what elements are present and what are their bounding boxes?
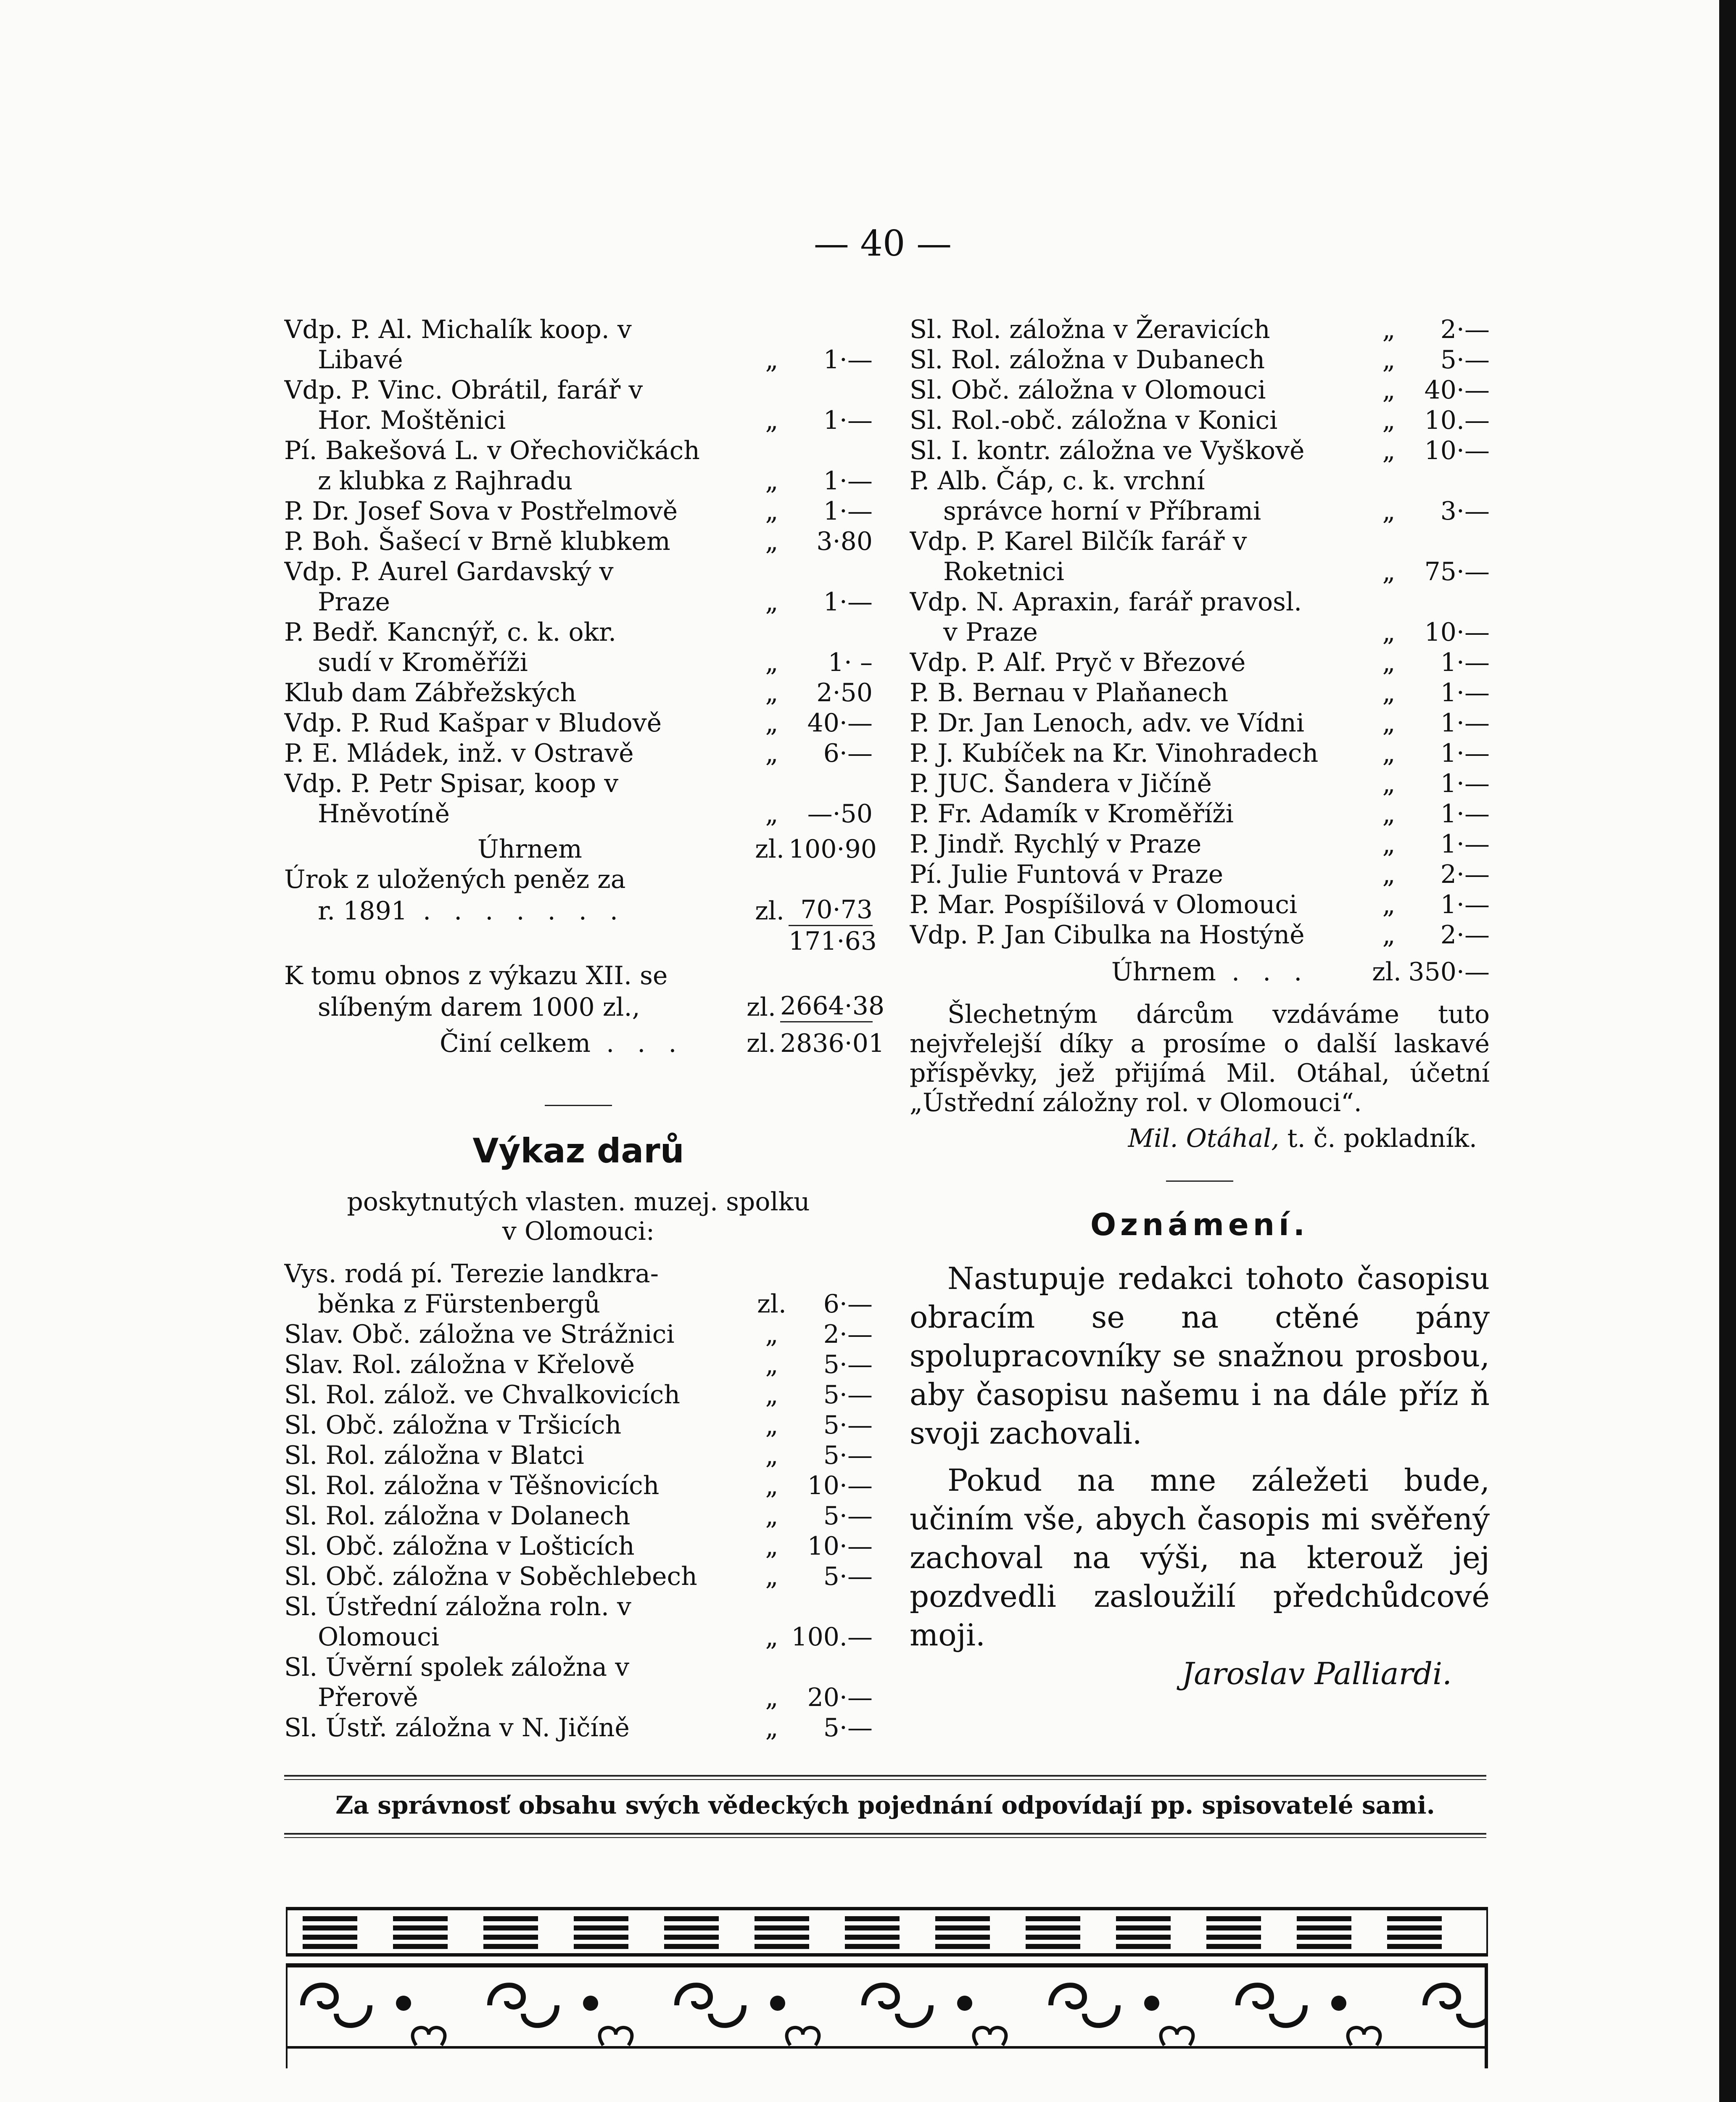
currency: zl.	[1372, 957, 1401, 987]
donor-name: v Praze	[943, 618, 1038, 647]
gifts-subheading-1: poskytnutých vlasten. muzej. spolku	[347, 1187, 810, 1217]
ditto-mark: „	[1382, 618, 1396, 647]
ornament-block	[664, 1916, 719, 1949]
ditto-mark: „	[765, 587, 778, 617]
carry-amount: 2664·38	[780, 991, 873, 1022]
ornament-block	[1026, 1916, 1080, 1949]
donor-name: P. JUC. Šandera v Jičíně	[910, 769, 1212, 798]
total-label: Činí celkem . . .	[440, 1029, 684, 1058]
donation-amount: 1·—	[823, 406, 873, 435]
ditto-mark: „	[765, 1683, 778, 1712]
donor-name: Slav. Obč. záložna ve Strážnici	[284, 1320, 675, 1349]
donation-amount: 1·—	[823, 496, 873, 526]
total-amount: 2836·01	[780, 1029, 885, 1058]
footnote-rule-bottom-2	[284, 1837, 1486, 1838]
donor-row	[284, 405, 873, 436]
donor-name: P. Jindř. Rychlý v Praze	[910, 829, 1202, 859]
donor-row	[910, 799, 1490, 829]
donor-row	[284, 314, 873, 345]
donor-name: Libavé	[318, 345, 403, 375]
donor-name: Vdp. P. Aurel Gardavský v	[284, 557, 614, 586]
donation-amount: —·50	[807, 799, 873, 829]
ornament-block	[1387, 1916, 1442, 1949]
gifts-subheading-2: v Olomouci:	[502, 1217, 655, 1246]
ditto-mark: „	[765, 496, 778, 526]
donor-name: Sl. Rol. záložna v Dubanech	[910, 345, 1265, 375]
ditto-mark: „	[1382, 890, 1396, 919]
ornament-scroll	[490, 1985, 632, 2045]
ditto-mark: „	[1382, 920, 1396, 950]
section-divider	[545, 1105, 612, 1106]
signature-palliardi: Jaroslav Palliardi.	[1182, 1656, 1452, 1691]
ornament-block	[845, 1916, 900, 1949]
donor-name: P. E. Mládek, inž. v Ostravě	[284, 739, 634, 768]
donation-amount: 1·—	[1440, 648, 1490, 677]
ornament-block	[935, 1916, 990, 1949]
gift-row	[284, 1289, 873, 1319]
donor-name: Vdp. N. Apraxin, farář pravosl.	[910, 587, 1302, 617]
currency: zl.	[755, 834, 784, 864]
ornament-block	[574, 1916, 628, 1949]
signature-otahal	[910, 1122, 1490, 1155]
donor-name: správce horní v Příbrami	[943, 496, 1261, 526]
donation-amount: 1·—	[1440, 739, 1490, 768]
gift-row	[284, 1440, 873, 1471]
carry-label: K tomu obnos z výkazu XII. se	[284, 961, 668, 990]
ditto-mark: „	[765, 1441, 778, 1470]
donation-amount: 1·—	[823, 587, 873, 617]
donation-amount: 5·—	[823, 1562, 873, 1591]
ornament-block	[755, 1916, 809, 1949]
donation-amount: 2·—	[1440, 860, 1490, 889]
donor-row	[910, 829, 1490, 859]
donation-amount: 1·—	[1440, 890, 1490, 919]
interest-line-2	[284, 895, 873, 926]
ornament-band	[286, 1909, 1488, 2068]
donation-amount: 3·80	[816, 527, 873, 556]
donation-amount: 10·—	[1424, 618, 1490, 647]
ditto-mark: „	[1382, 345, 1396, 375]
donor-name: Vdp. P. Alf. Pryč v Březové	[910, 648, 1246, 677]
donor-row	[284, 526, 873, 557]
donor-name: Klub dam Zábřežských	[284, 678, 577, 708]
donor-name: Vdp. P. Jan Cibulka na Hostýně	[910, 920, 1305, 950]
donor-name: Sl. Rol.-obč. záložna v Konici	[910, 406, 1278, 435]
gift-row	[284, 1501, 873, 1531]
gift-row	[284, 1319, 873, 1349]
donation-amount: 1· –	[828, 648, 873, 677]
donor-row	[284, 587, 873, 617]
ornament-block	[1116, 1916, 1171, 1949]
carry-label-2: slíbeným darem 1000 zl.,	[318, 993, 640, 1022]
donation-amount: 5·—	[823, 1713, 873, 1743]
donor-name: Praze	[318, 587, 390, 617]
footnote-rule-top-2	[284, 1779, 1486, 1780]
carry-line-2	[284, 991, 885, 1022]
ornament-scroll	[1425, 1985, 1488, 2045]
ditto-mark: „	[1382, 436, 1396, 465]
ornament-block	[1297, 1916, 1351, 1949]
ditto-mark: „	[1382, 708, 1396, 738]
decorative-border	[286, 1896, 1488, 2068]
donation-amount: 5·—	[823, 1441, 873, 1470]
ditto-mark: „	[1382, 860, 1396, 889]
donation-amount: 2·50	[816, 678, 873, 708]
ditto-mark: „	[765, 708, 778, 738]
donor-name: P. Mar. Pospíšilová v Olomouci	[910, 890, 1298, 919]
notice-heading: Oznámení.	[1090, 1207, 1309, 1242]
subtotal: 171·63	[789, 927, 877, 956]
donor-row	[910, 738, 1490, 768]
donor-list-right	[910, 314, 1490, 950]
footnote-rule-top	[284, 1775, 1486, 1777]
ditto-mark: „	[1382, 496, 1396, 526]
donor-row	[910, 859, 1490, 890]
donation-amount: 5·—	[823, 1380, 873, 1410]
gift-row	[284, 1682, 873, 1713]
donor-row	[910, 708, 1490, 738]
donor-name: Slav. Rol. záložna v Křelově	[284, 1350, 635, 1379]
ornament-scroll	[1051, 1985, 1193, 2045]
donor-name: Vys. rodá pí. Terezie landkra-	[284, 1259, 659, 1289]
donor-name: P. Bedř. Kancnýř, c. k. okr.	[284, 618, 617, 647]
gifts-heading: Výkaz darů	[472, 1131, 684, 1170]
donor-name: Pí. Bakešová L. v Ořechovičkách	[284, 436, 700, 465]
ornament-scroll	[1238, 1985, 1380, 2045]
donor-row	[910, 345, 1490, 375]
ditto-mark: „	[765, 739, 778, 768]
ditto-mark: „	[765, 1320, 778, 1349]
ornament-scroll	[677, 1985, 819, 2045]
donor-row	[284, 436, 873, 466]
gift-row	[284, 1713, 873, 1743]
donor-name: Vdp. P. Al. Michalík koop. v	[284, 315, 632, 344]
donation-amount: 10·—	[807, 1532, 873, 1561]
gift-row	[284, 1652, 873, 1682]
signature-name: Mil. Otáhal,	[1128, 1124, 1280, 1153]
subtotal-row	[284, 926, 877, 956]
donor-row	[910, 647, 1490, 678]
ditto-mark: „	[765, 1532, 778, 1561]
ditto-mark: „	[765, 466, 778, 496]
gift-row	[284, 1471, 873, 1501]
donor-name: Sl. Obč. záložna v Tršicích	[284, 1410, 622, 1440]
donor-row	[910, 678, 1490, 708]
donor-name: P. B. Bernau v Plaňanech	[910, 678, 1229, 708]
donor-name: Sl. Rol. záložna v Dolanech	[284, 1501, 631, 1531]
currency: zl.	[755, 896, 784, 926]
ditto-mark: „	[1382, 315, 1396, 344]
donation-amount: 1·—	[1440, 678, 1490, 708]
donor-name: Vdp. P. Vinc. Obrátil, farář v	[284, 375, 643, 405]
ditto-mark: „	[765, 1501, 778, 1531]
donation-amount: 1·—	[823, 466, 873, 496]
donor-row	[284, 617, 873, 647]
donor-row	[284, 557, 873, 587]
gift-row	[284, 1349, 873, 1380]
donor-name: P. Fr. Adamík v Kroměříži	[910, 799, 1234, 829]
donor-row	[284, 496, 873, 526]
donor-row	[910, 587, 1490, 617]
donor-name: Sl. I. kontr. záložna ve Vyškově	[910, 436, 1305, 465]
donation-amount: 3·—	[1440, 496, 1490, 526]
gift-row	[284, 1380, 873, 1410]
donation-amount: 10.—	[1424, 406, 1490, 435]
donor-name: Pí. Julie Funtová v Praze	[910, 860, 1224, 889]
donor-row	[910, 557, 1490, 587]
donor-row	[910, 920, 1490, 950]
donation-amount: 100.—	[791, 1622, 873, 1652]
footnote-rule-bottom	[284, 1833, 1486, 1835]
donation-amount: 40·—	[807, 708, 873, 738]
donor-name: Sl. Ústřední záložna roln. v	[284, 1592, 631, 1621]
donor-row	[910, 768, 1490, 799]
interest-amount: 70·73	[789, 895, 873, 926]
donor-name: P. Boh. Šašecí v Brně klubkem	[284, 527, 670, 556]
donor-row	[284, 738, 873, 768]
right-sum-row	[910, 957, 1490, 987]
donor-name: Sl. Ústř. záložna v N. Jičíně	[284, 1713, 630, 1743]
donation-amount: 2·—	[1440, 315, 1490, 344]
section-divider	[1166, 1180, 1233, 1182]
donor-row	[284, 345, 873, 375]
donor-name: Roketnici	[943, 557, 1064, 586]
donor-name: Hněvotíně	[318, 799, 450, 829]
left-sum-row	[284, 834, 877, 864]
ditto-mark: „	[1382, 557, 1396, 586]
donor-name: z klubka z Rajhradu	[318, 466, 573, 496]
gift-row	[284, 1622, 873, 1652]
donor-row	[910, 375, 1490, 405]
left-column	[284, 314, 885, 1743]
donation-amount: 1·—	[823, 345, 873, 375]
notice-paragraph-1: Nastupuje redakci tohoto časopisu obracím se na ctěné pány spolupracovníky se snažnou prosbou, aby časopisu našemu i na dále příz ň svoji zachovali.	[910, 1261, 1490, 1451]
notice-paragraph-2: Pokud na mne záležeti bude, učiním vše, abych časopis mi svěřený zachoval na výši, na kterouž jej pozdvedli zasloužilí předchůdcové moji.	[910, 1463, 1490, 1653]
ornament-block	[1206, 1916, 1261, 1949]
donation-amount: 10·—	[1424, 436, 1490, 465]
donor-name: Vdp. P. Karel Bilčík farář v	[910, 527, 1247, 556]
ornament-block	[483, 1916, 538, 1949]
currency: zl.	[747, 993, 776, 1022]
donation-amount: 10·—	[807, 1471, 873, 1500]
donation-amount: 2·—	[823, 1320, 873, 1349]
donor-name: P. J. Kubíček na Kr. Vinohradech	[910, 739, 1319, 768]
donor-name: Sl. Rol. zálož. ve Chvalkovicích	[284, 1380, 681, 1410]
ditto-mark: „	[1382, 799, 1396, 829]
donation-amount: 5·—	[823, 1350, 873, 1379]
ditto-mark: „	[1382, 648, 1396, 677]
donor-row	[910, 466, 1490, 496]
donor-list-left	[284, 314, 873, 829]
donor-name: Vdp. P. Petr Spisar, koop v	[284, 769, 619, 798]
ditto-mark: „	[765, 1471, 778, 1500]
ditto-mark: „	[1382, 769, 1396, 798]
donor-name: Přerově	[318, 1683, 418, 1712]
sum-label: Úhrnem	[478, 834, 582, 864]
donation-amount: 5·—	[823, 1501, 873, 1531]
donation-amount: 1·—	[1440, 708, 1490, 738]
donor-name: Hor. Moštěnici	[318, 406, 506, 435]
donor-row	[910, 496, 1490, 526]
donor-name: P. Dr. Josef Sova v Postřelmově	[284, 496, 678, 526]
donation-amount: 2·—	[1440, 920, 1490, 950]
footnote: Za správnosť obsahu svých vědeckých pojednání odpovídají pp. spisovatelé sami.	[335, 1791, 1435, 1819]
donor-row	[910, 526, 1490, 557]
donor-name: Sl. Rol. záložna v Těšnovicích	[284, 1471, 660, 1500]
donation-amount: 1·—	[1440, 769, 1490, 798]
donor-name: Sl. Obč. záložna v Olomouci	[910, 375, 1266, 405]
ditto-mark: „	[765, 648, 778, 677]
donation-amount: 75·—	[1424, 557, 1490, 586]
donation-amount: 5·—	[823, 1410, 873, 1440]
donation-amount: 40·—	[1424, 375, 1490, 405]
donation-amount: 1·—	[1440, 829, 1490, 859]
ditto-mark: „	[1382, 406, 1396, 435]
donation-amount: 1·—	[1440, 799, 1490, 829]
ditto-mark: „	[765, 1380, 778, 1410]
gift-row	[284, 1561, 873, 1592]
ditto-mark: „	[765, 1410, 778, 1440]
donor-row	[284, 678, 873, 708]
thanks-paragraph: Šlechetným dárcům vzdáváme tuto nejvřelejší díky a prosíme o další laskavé příspěvky, jež přijímá Mil. Otáhal, účetní „Ústřední záložny rol. v Olomouci“.	[910, 1000, 1490, 1117]
total-row	[284, 1028, 885, 1059]
donor-row	[284, 799, 873, 829]
interest-line-1	[284, 864, 873, 895]
donor-name: Vdp. P. Rud Kašpar v Bludově	[284, 708, 662, 738]
right-column	[910, 314, 1490, 1693]
donor-name: Sl. Rol. záložna v Žeravicích	[910, 315, 1270, 344]
gift-row	[284, 1259, 873, 1289]
donor-row	[284, 466, 873, 496]
ditto-mark: „	[1382, 678, 1396, 708]
ditto-mark: „	[765, 406, 778, 435]
donor-row	[284, 708, 873, 738]
ornament-scroll	[864, 1985, 1006, 2045]
donor-name: Olomouci	[318, 1622, 439, 1652]
donor-name: sudí v Kroměříži	[318, 648, 528, 677]
sum-amount: 350·—	[1408, 957, 1490, 987]
gift-row	[284, 1531, 873, 1561]
ditto-mark: „	[765, 1562, 778, 1591]
donor-name: P. Dr. Jan Lenoch, adv. ve Vídni	[910, 708, 1305, 738]
donation-amount: 6·—	[823, 1289, 873, 1319]
donor-name: P. Alb. Čáp, c. k. vrchní	[910, 466, 1205, 496]
donation-amount: 6·—	[823, 739, 873, 768]
donor-row	[910, 405, 1490, 436]
donation-amount: 5·—	[1440, 345, 1490, 375]
ditto-mark: „	[765, 678, 778, 708]
donor-row	[284, 647, 873, 678]
donor-row	[910, 436, 1490, 466]
gift-list	[284, 1259, 873, 1743]
interest-year: r. 1891 . . . . . . .	[318, 896, 625, 926]
donor-name: Sl. Obč. záložna v Soběchlebech	[284, 1562, 697, 1591]
ditto-mark: „	[765, 799, 778, 829]
donation-amount: 20·—	[807, 1683, 873, 1712]
scan-edge	[1719, 0, 1736, 2102]
donor-row	[910, 890, 1490, 920]
carry-line-1	[284, 961, 873, 991]
ditto-mark: „	[765, 1713, 778, 1743]
ditto-mark: „	[765, 345, 778, 375]
ditto-mark: „	[765, 1622, 778, 1652]
sum-amount: 100·90	[789, 834, 877, 864]
ornament-scroll	[303, 1985, 445, 2045]
currency: zl.	[747, 1029, 776, 1058]
page-number: — 40 —	[813, 223, 952, 264]
ditto-mark: „	[1382, 829, 1396, 859]
donor-row	[910, 617, 1490, 647]
ditto-mark: „	[1382, 739, 1396, 768]
sum-label: Úhrnem . . .	[1111, 957, 1310, 987]
interest-label: Úrok z uložených peněz za	[284, 865, 626, 894]
ditto-mark: zl.	[757, 1289, 786, 1319]
ornament-block	[393, 1916, 448, 1949]
ditto-mark: „	[765, 527, 778, 556]
ornament-block	[303, 1916, 357, 1949]
gift-row	[284, 1410, 873, 1440]
donor-row	[284, 768, 873, 799]
donor-name: Sl. Obč. záložna v Lošticích	[284, 1532, 635, 1561]
donor-name: běnka z Fürstenbergů	[318, 1289, 601, 1319]
donor-row	[910, 314, 1490, 345]
ditto-mark: „	[765, 1350, 778, 1379]
donor-row	[284, 375, 873, 405]
signature-title: t. č. pokladník.	[1287, 1124, 1477, 1153]
gift-row	[284, 1592, 873, 1622]
donor-name: Sl. Rol. záložna v Blatci	[284, 1441, 584, 1470]
donor-name: Sl. Úvěrní spolek záložna v	[284, 1653, 630, 1682]
ditto-mark: „	[1382, 375, 1396, 405]
